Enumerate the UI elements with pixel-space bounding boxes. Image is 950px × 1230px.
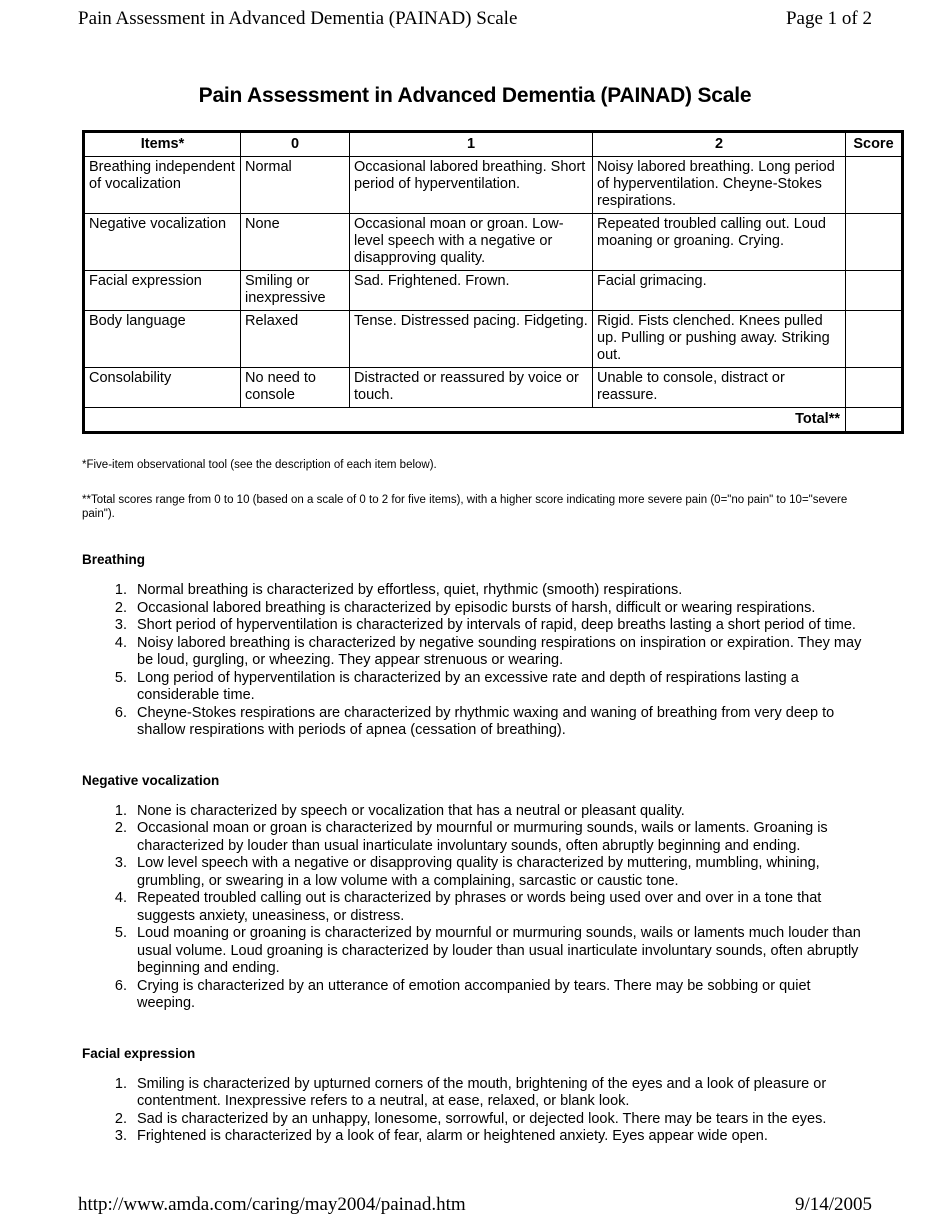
row-item-name: Negative vocalization (84, 214, 241, 271)
row-score-2-description: Noisy labored breathing. Long period of hyperventilation. Cheyne-Stokes respirations. (593, 157, 846, 214)
list-item: 2. Occasional moan or groan is characterized by mournful or murmuring sounds, wails or laments. Groaning is characterized by louder than usual inarticulate involuntary sounds, often abruptly beginning and ending. (131, 820, 868, 855)
footnote-total-scores: **Total scores range from 0 to 10 (based on a scale of 0 to 2 for five items), with a higher score indicating more severe pain (0="no pain" to 10="severe pain"). (82, 494, 848, 520)
column-header-score-2: 2 (593, 132, 846, 157)
list-item: 2. Sad is characterized by an unhappy, lonesome, sorrowful, or dejected look. There may be tears in the eyes. (131, 1111, 868, 1129)
row-item-name: Consolability (84, 368, 241, 408)
row-score-2-description: Facial grimacing. (593, 271, 846, 311)
description-list-breathing (82, 582, 868, 740)
footer-date: 9/14/2005 (794, 1194, 872, 1215)
list-item: 5. Long period of hyperventilation is characterized by an excessive rate and depth of respirations lasting a considerable time. (131, 670, 868, 705)
row-score-0-description: None (241, 214, 350, 271)
column-header-score-0: 0 (241, 132, 350, 157)
list-item: 6. Crying is characterized by an utterance of emotion accompanied by tears. There may be sobbing or quiet weeping. (131, 978, 868, 1013)
column-header-score: Score (846, 132, 903, 157)
row-item-name: Body language (84, 311, 241, 368)
list-item: 1. Normal breathing is characterized by effortless, quiet, rhythmic (smooth) respirations. (131, 582, 868, 600)
table-row (84, 157, 903, 214)
row-score-2-description: Unable to console, distract or reassure. (593, 368, 846, 408)
row-score-0-description: Normal (241, 157, 350, 214)
row-score-0-description: Relaxed (241, 311, 350, 368)
section-heading-facial-expression: Facial expression (82, 1045, 196, 1061)
table-row (84, 368, 903, 408)
list-item: 5. Loud moaning or groaning is characterized by mournful or murmuring sounds, wails or laments much louder than usual volume. Loud groaning is characterized by louder than usual inarticulate involuntary sounds, often abruptly beginning and ending. (131, 925, 868, 978)
total-score-entry-field[interactable] (846, 408, 903, 433)
row-item-name: Breathing independent of vocalization (84, 157, 241, 214)
row-score-2-description: Rigid. Fists clenched. Knees pulled up. Pulling or pushing away. Striking out. (593, 311, 846, 368)
row-score-entry-field[interactable] (846, 271, 903, 311)
page-title: Pain Assessment in Advanced Dementia (PAINAD) Scale (198, 84, 752, 107)
footer-source-url[interactable]: http://www.amda.com/caring/may2004/painad.htm (78, 1194, 466, 1215)
column-header-items: Items* (84, 132, 241, 157)
running-header (78, 8, 872, 30)
row-score-entry-field[interactable] (846, 311, 903, 368)
running-header-title: Pain Assessment in Advanced Dementia (PAINAD) Scale (78, 8, 518, 29)
total-label: Total** (84, 408, 846, 433)
section-heading-negative-vocalization: Negative vocalization (82, 772, 220, 788)
row-score-1-description: Distracted or reassured by voice or touch. (350, 368, 593, 408)
table-row (84, 311, 903, 368)
footnote-items: *Five-item observational tool (see the description of each item below). (82, 459, 437, 471)
row-item-name: Facial expression (84, 271, 241, 311)
list-item: 3. Short period of hyperventilation is characterized by intervals of rapid, deep breaths lasting a short period of time. (131, 617, 868, 635)
list-item: 3. Low level speech with a negative or disapproving quality is characterized by muttering, mumbling, whining, grumbling, or swearing in a low volume with a complaining, sarcastic or caustic tone. (131, 855, 868, 890)
running-header-page-number: Page 1 of 2 (785, 8, 872, 29)
row-score-0-description: Smiling or inexpressive (241, 271, 350, 311)
table-row (84, 214, 903, 271)
row-score-entry-field[interactable] (846, 214, 903, 271)
row-score-2-description: Repeated troubled calling out. Loud moaning or groaning. Crying. (593, 214, 846, 271)
row-score-1-description: Occasional labored breathing. Short period of hyperventilation. (350, 157, 593, 214)
table-total-row (84, 408, 903, 433)
page-footer (78, 1194, 872, 1216)
section-heading-breathing: Breathing (82, 552, 146, 567)
list-item: 4. Noisy labored breathing is characterized by negative sounding respirations on inspiration or expiration. They may be loud, gurgling, or wheezing. They appear strenuous or wearing. (131, 635, 868, 670)
row-score-1-description: Sad. Frightened. Frown. (350, 271, 593, 311)
document-body (82, 130, 894, 1146)
row-score-1-description: Occasional moan or groan. Low-level speech with a negative or disapproving quality. (350, 214, 593, 271)
list-item: 6. Cheyne-Stokes respirations are characterized by rhythmic waxing and waning of breathing from very deep to shallow respirations with periods of apnea (cessation of breathing). (131, 705, 868, 740)
table-header-row (84, 132, 903, 157)
row-score-1-description: Tense. Distressed pacing. Fidgeting. (350, 311, 593, 368)
list-item: 3. Frightened is characterized by a look of fear, alarm or heightened anxiety. Eyes appear wide open. (131, 1128, 868, 1146)
description-list-negative-vocalization (82, 803, 868, 1013)
column-header-score-1: 1 (350, 132, 593, 157)
row-score-0-description: No need to console (241, 368, 350, 408)
row-score-entry-field[interactable] (846, 368, 903, 408)
row-score-entry-field[interactable] (846, 157, 903, 214)
list-item: 1. None is characterized by speech or vocalization that has a neutral or pleasant quality. (131, 803, 868, 821)
description-list-facial-expression (82, 1076, 868, 1146)
table-row (84, 271, 903, 311)
list-item: 4. Repeated troubled calling out is characterized by phrases or words being used over and over in a tone that suggests anxiety, uneasiness, or distress. (131, 890, 868, 925)
painad-scoring-table (82, 130, 904, 434)
list-item: 2. Occasional labored breathing is characterized by episodic bursts of harsh, difficult or wearing respirations. (131, 600, 868, 618)
list-item: 1. Smiling is characterized by upturned corners of the mouth, brightening of the eyes and a look of pleasure or contentment. Inexpressive refers to a neutral, at ease, relaxed, or blank look. (131, 1076, 868, 1111)
